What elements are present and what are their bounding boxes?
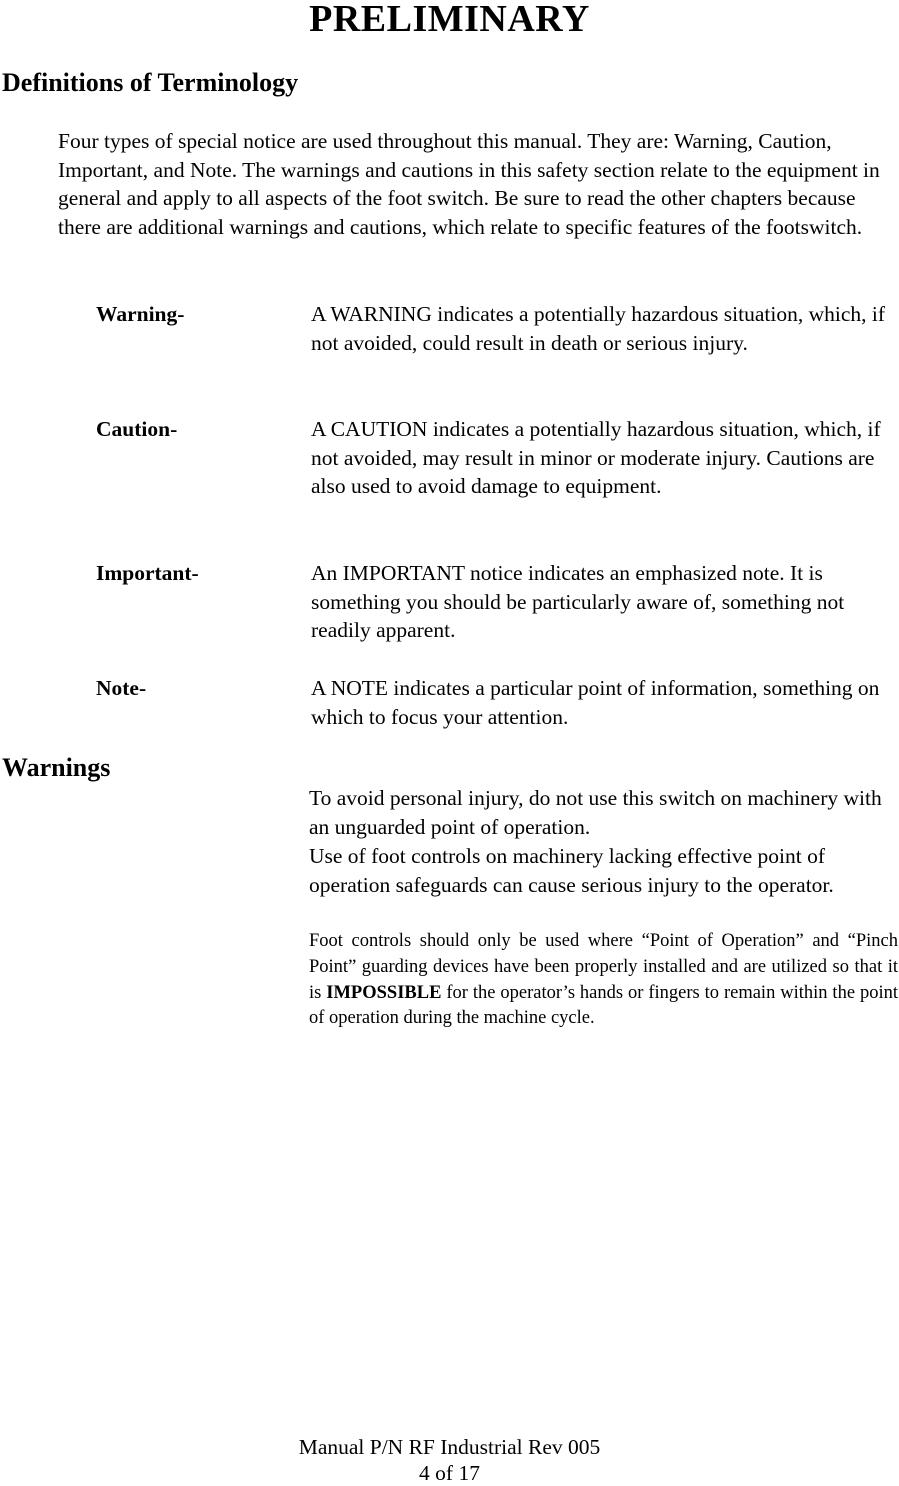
definitions-heading: Definitions of Terminology bbox=[2, 68, 299, 97]
warning-guarding-devices bbox=[309, 929, 898, 1032]
term-note: Note- bbox=[96, 676, 147, 700]
definition-note: A NOTE indicates a particular point of information, something on which to focus your attention. bbox=[311, 676, 880, 729]
preliminary-banner: PRELIMINARY bbox=[309, 0, 590, 40]
warning-impossible-emphasis: IMPOSSIBLE bbox=[326, 982, 442, 1003]
warning-unguarded-machinery: To avoid personal injury, do not use this switch on machinery with an unguarded point of operation. bbox=[309, 786, 882, 839]
definition-caution: A CAUTION indicates a potentially hazardous situation, which, if not avoided, may result in minor or moderate injury. Cautions are also used to avoid damage to equipment. bbox=[311, 417, 881, 499]
warnings-heading: Warnings bbox=[2, 753, 111, 782]
term-important: Important- bbox=[96, 561, 199, 585]
term-caution: Caution- bbox=[96, 417, 178, 441]
warning-guarding-text-end: for the operator’s hands or fingers to remain within the point of operation during the machine cycle. bbox=[309, 982, 898, 1029]
warning-guarding-text-start: Foot controls should only be used where “Point of Operation” and “Pinch Point” guarding devices have been properly installed and are utilized so that it is bbox=[309, 931, 898, 1003]
footer-page-number: 4 of 17 bbox=[419, 1461, 480, 1485]
term-warning: Warning- bbox=[96, 302, 185, 326]
warning-safeguards: Use of foot controls on machinery lacking effective point of operation safeguards can cause serious injury to the operator. bbox=[309, 844, 834, 897]
footer-manual-number: Manual P/N RF Industrial Rev 005 bbox=[298, 1435, 601, 1459]
definition-warning: A WARNING indicates a potentially hazardous situation, which, if not avoided, could result in death or serious injury. bbox=[311, 302, 886, 355]
definition-important: An IMPORTANT notice indicates an emphasized note. It is something you should be particularly aware of, something not readily apparent. bbox=[311, 561, 845, 643]
definitions-intro: Four types of special notice are used throughout this manual. They are: Warning, Caution, Important, and Note. The warnings and cautions in this safety section relate to the equipment in general and apply to all aspects of the foot switch. Be sure to read the other chapters because there are additional warnings and cautions, which relate to specific features of the footswitch. bbox=[58, 129, 880, 240]
